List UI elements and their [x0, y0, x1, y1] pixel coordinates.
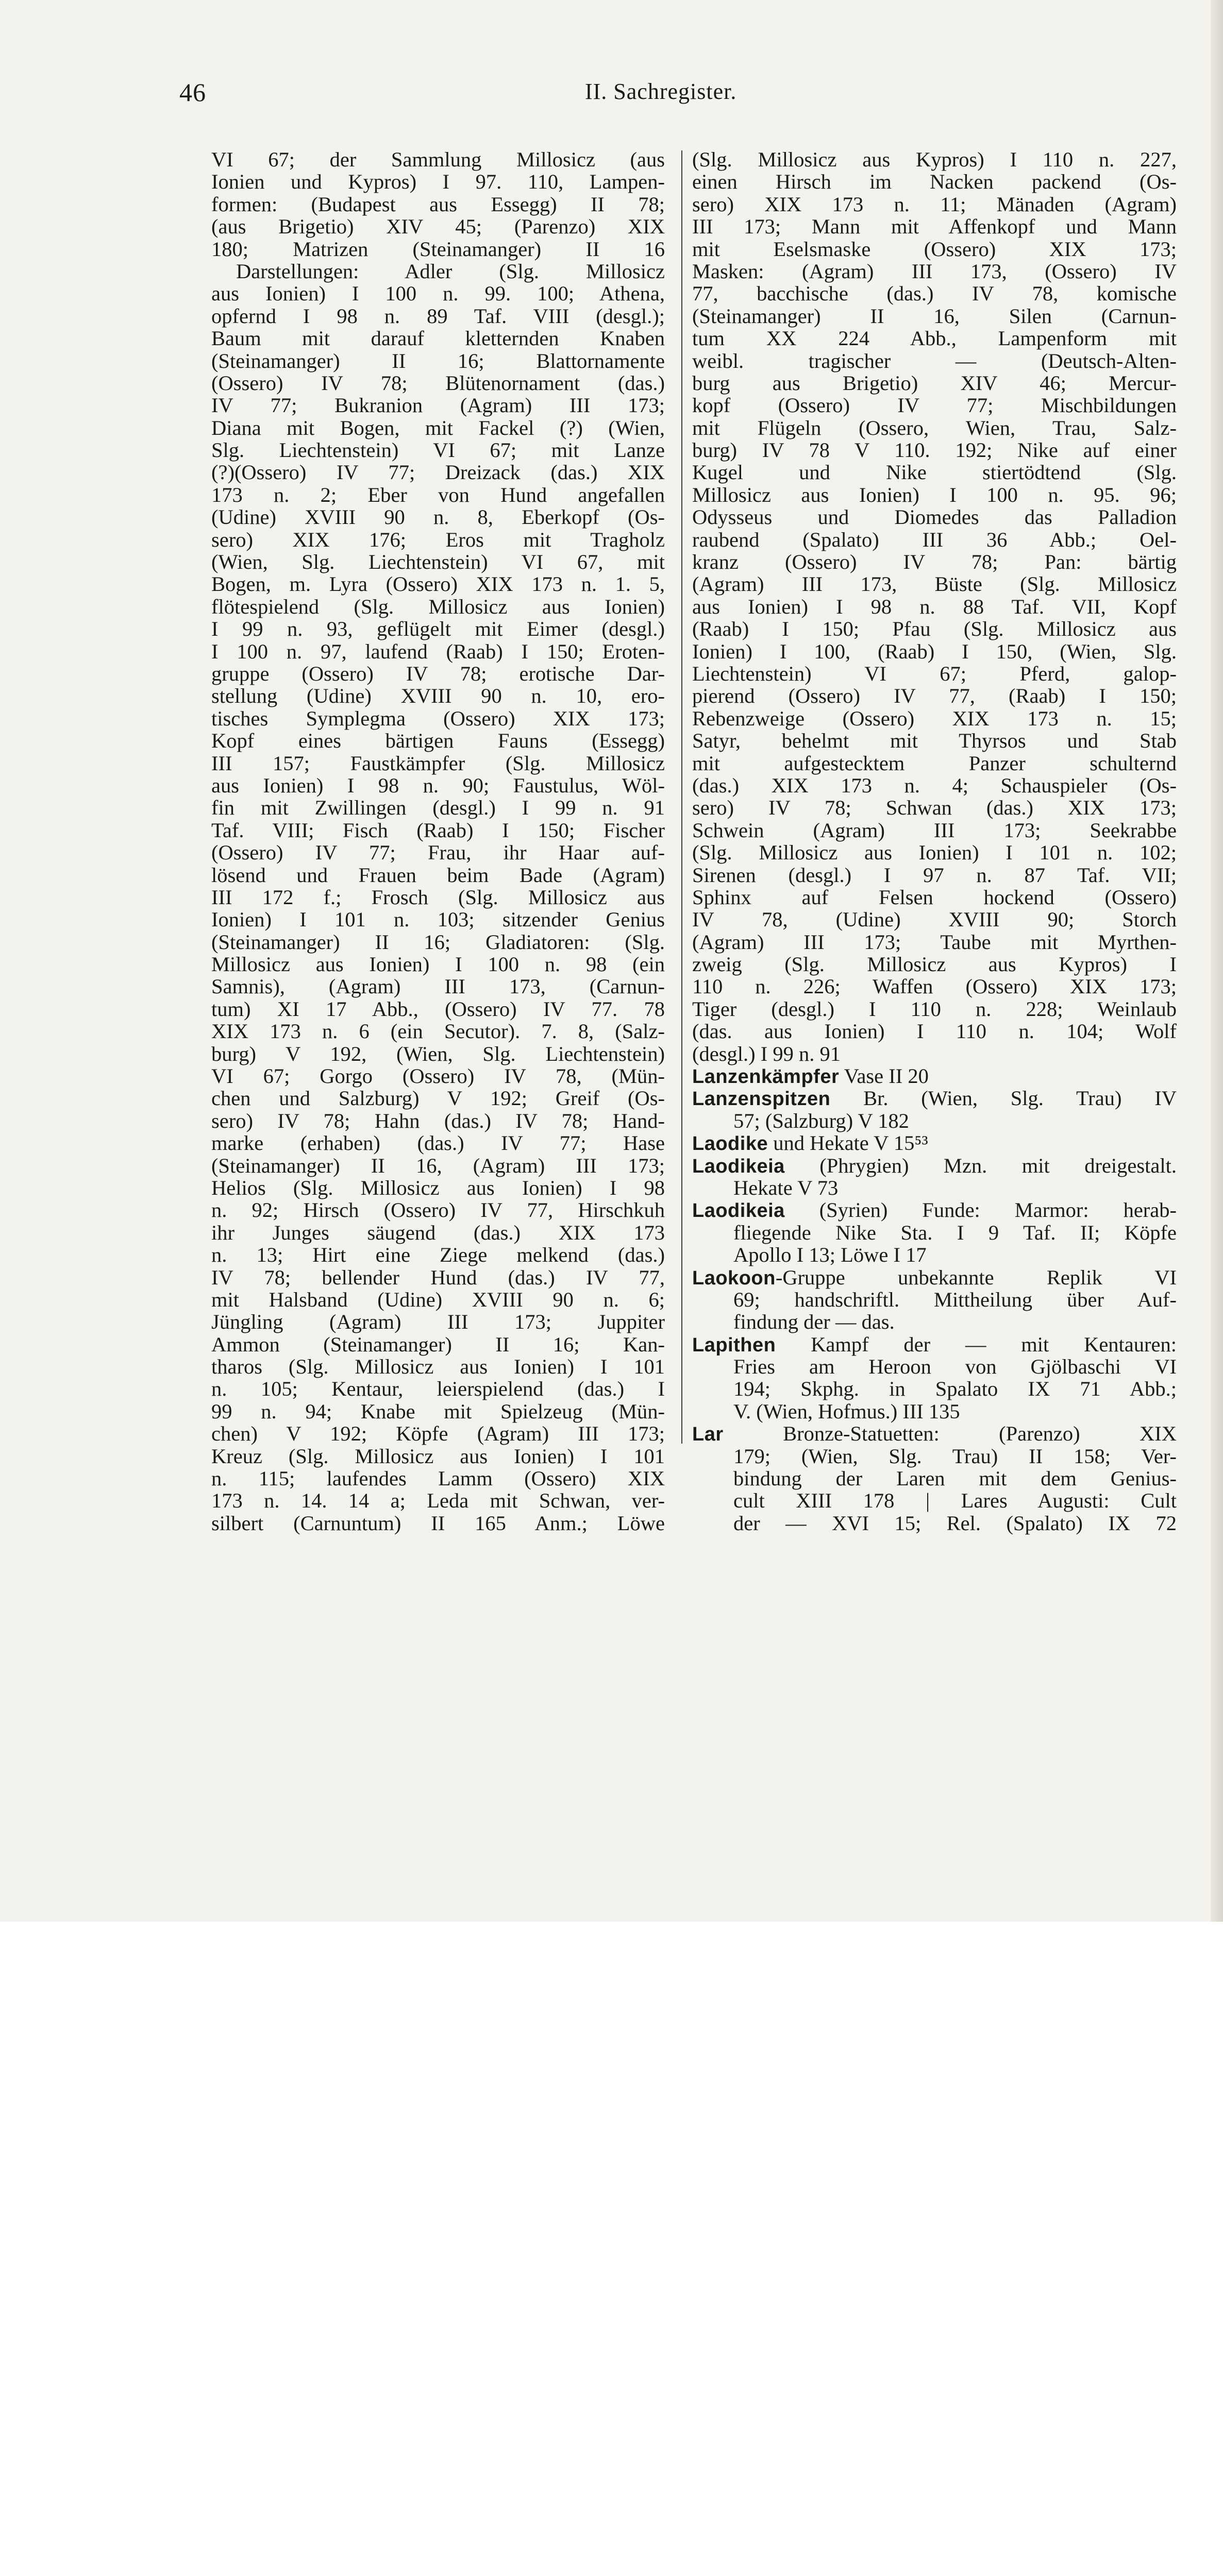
index-line — [692, 439, 1177, 461]
page-header — [0, 77, 1223, 118]
entry-text: mit Eselsmaske (Ossero) XIX 173; — [692, 237, 1177, 261]
index-line: Kreuz (Slg. Millosicz aus Ionien) I 101 — [211, 1444, 665, 1468]
index-line — [692, 796, 1177, 819]
entry-text: Schwein (Agram) III 173; Seekrabbe — [692, 818, 1177, 842]
index-line — [692, 1289, 1177, 1311]
index-line — [692, 819, 1177, 841]
entry-text: Satyr, behelmt mit Thyrsos und Stab — [692, 729, 1177, 753]
index-line: Jüngling (Agram) III 173; Juppiter — [211, 1310, 665, 1334]
index-line: VI 67; der Sammlung Millosicz (aus — [211, 148, 665, 171]
index-line — [692, 730, 1177, 752]
entry-text: Vase II 20 — [839, 1064, 929, 1088]
index-line: (Steinamanger) II 16; Gladiatoren: (Slg. — [211, 930, 665, 954]
index-line: Ionien und Kypros) I 97. 110, Lampen- — [211, 170, 665, 194]
entry-text: Liechtenstein) VI 67; Pferd, galop- — [692, 662, 1177, 685]
index-entry-line — [692, 1065, 1177, 1087]
index-line: aus Ionien) I 98 n. 90; Faustulus, Wöl- — [211, 773, 665, 797]
entry-text: kranz (Ossero) IV 78; Pan: bärtig — [692, 550, 1177, 574]
index-line: gruppe (Ossero) IV 78; erotische Dar- — [211, 662, 665, 685]
index-line: marke (erhaben) (das.) IV 77; Hase — [211, 1131, 665, 1155]
index-line: I 99 n. 93, geflügelt mit Eimer (desgl.) — [211, 617, 665, 641]
index-line: XIX 173 n. 6 (ein Secutor). 7. 8, (Salz- — [211, 1020, 665, 1043]
index-line: 99 n. 94; Knabe mit Spielzeug (Mün- — [211, 1399, 665, 1423]
index-line: Slg. Liechtenstein) VI 67; mit Lanze — [211, 438, 665, 462]
entry-text: einen Hirsch im Nacken packend (Os- — [692, 170, 1177, 194]
index-line — [692, 663, 1177, 685]
index-line: opfernd I 98 n. 89 Taf. VIII (desgl.); — [211, 304, 665, 328]
entry-text: (Slg. Millosicz aus Ionien) I 101 n. 102; — [692, 841, 1177, 865]
entry-text: Masken: (Agram) III 173, (Ossero) IV — [692, 259, 1177, 283]
index-line: burg) V 192, (Wien, Slg. Liechtenstein) — [211, 1042, 665, 1065]
index-line — [692, 573, 1177, 595]
index-line — [692, 1311, 1177, 1333]
index-line: formen: (Budapest aus Essegg) II 78; — [211, 192, 665, 216]
index-line: Taf. VIII; Fisch (Raab) I 150; Fischer — [211, 818, 665, 842]
page-edge-shadow — [1211, 0, 1223, 1922]
column-divider — [681, 150, 682, 1444]
index-line — [692, 975, 1177, 997]
index-line — [692, 618, 1177, 640]
index-line — [692, 1400, 1177, 1422]
index-line: n. 13; Hirt eine Ziege melkend (das.) — [211, 1243, 665, 1267]
page-number: 46 — [179, 78, 206, 107]
index-line — [692, 707, 1177, 730]
entry-text: fliegende Nike Sta. I 9 Taf. II; Köpfe — [733, 1221, 1177, 1244]
entry-text: 110 n. 226; Waffen (Ossero) XIX 173; — [692, 975, 1177, 998]
entry-text: bindung der Laren mit dem Genius- — [733, 1467, 1177, 1490]
digitization-footer — [0, 1922, 1223, 2009]
index-line: tum) XI 17 Abb., (Ossero) IV 77. 78 — [211, 997, 665, 1021]
index-line: stellung (Udine) XVIII 90 n. 10, ero- — [211, 684, 665, 708]
index-entry-line — [692, 1199, 1177, 1221]
index-line: (Ossero) IV 78; Blütenornament (das.) — [211, 371, 665, 395]
index-line: Baum mit darauf kletternden Knaben — [211, 327, 665, 350]
index-line: 180; Matrizen (Steinamanger) II 16 — [211, 237, 665, 261]
index-line — [692, 953, 1177, 975]
entry-text: 194; Skphg. in Spalato IX 71 Abb.; — [733, 1377, 1177, 1401]
entry-lemma: Lar — [692, 1423, 724, 1446]
entry-text: burg) IV 78 V 110. 192; Nike auf einer — [692, 438, 1177, 462]
right-column — [692, 148, 1177, 1534]
entry-text: burg aus Brigetio) XIV 46; Mercur- — [692, 371, 1177, 395]
entry-text: (Syrien) Funde: Marmor: herab- — [784, 1198, 1177, 1222]
entry-text: (Agram) III 173; Taube mit Myrthen- — [692, 930, 1177, 954]
index-line: Darstellungen: Adler (Slg. Millosicz — [236, 259, 665, 283]
index-line: n. 92; Hirsch (Ossero) IV 77, Hirschkuh — [211, 1198, 665, 1222]
entry-text: 179; (Wien, Slg. Trau) II 158; Ver- — [733, 1444, 1177, 1468]
index-line: (Udine) XVIII 90 n. 8, Eberkopf (Os- — [211, 505, 665, 529]
entry-lemma: Lanzenspitzen — [692, 1088, 831, 1110]
entry-text: findung der — das. — [733, 1310, 895, 1334]
index-line — [692, 484, 1177, 506]
entry-lemma: Laodike — [692, 1133, 768, 1155]
index-line: Bogen, m. Lyra (Ossero) XIX 173 n. 1. 5, — [211, 572, 665, 596]
index-line — [692, 1489, 1177, 1512]
index-line — [692, 1467, 1177, 1489]
index-entry-line — [692, 1132, 1177, 1154]
index-line — [692, 193, 1177, 215]
index-line — [692, 260, 1177, 282]
entry-text: sero) IV 78; Schwan (das.) XIX 173; — [692, 796, 1177, 820]
entry-text: Rebenzweige (Ossero) XIX 173 n. 15; — [692, 706, 1177, 730]
index-line: IV 77; Bukranion (Agram) III 173; — [211, 394, 665, 417]
index-line — [692, 551, 1177, 573]
index-line: sero) IV 78; Hahn (das.) IV 78; Hand- — [211, 1109, 665, 1132]
entry-text: (Phrygien) Mzn. mit dreigestalt. — [784, 1154, 1177, 1177]
entry-text: pierend (Ossero) IV 77, (Raab) I 150; — [692, 684, 1177, 708]
entry-text: raubend (Spalato) III 36 Abb.; Oel- — [692, 528, 1177, 551]
index-line: Kopf eines bärtigen Fauns (Essegg) — [211, 729, 665, 753]
index-line — [692, 596, 1177, 618]
entry-text: Ionien) I 100, (Raab) I 150, (Wien, Slg. — [692, 639, 1177, 663]
index-line: 173 n. 14. 14 a; Leda mit Schwan, ver- — [211, 1489, 665, 1513]
index-line: lösend und Frauen beim Bade (Agram) — [211, 863, 665, 887]
entry-text: (Agram) III 173, Büste (Slg. Millosicz — [692, 572, 1177, 596]
entry-text: Sirenen (desgl.) I 97 n. 87 Taf. VII; — [692, 863, 1177, 887]
index-entry-line — [692, 1422, 1177, 1445]
index-line — [692, 238, 1177, 260]
index-line — [692, 931, 1177, 953]
index-line — [692, 998, 1177, 1020]
index-line — [692, 282, 1177, 304]
entry-text: Br. (Wien, Slg. Trau) IV — [830, 1087, 1177, 1110]
entry-text: Apollo I 13; Löwe I 17 — [733, 1243, 927, 1267]
index-line — [692, 305, 1177, 327]
index-line: (aus Brigetio) XIV 45; (Parenzo) XIX — [211, 215, 665, 239]
entry-text: IV 78, (Udine) XVIII 90; Storch — [692, 908, 1177, 931]
index-line — [692, 372, 1177, 394]
index-line: Millosicz aus Ionien) I 100 n. 98 (ein — [211, 953, 665, 976]
index-line: chen) V 192; Köpfe (Agram) III 173; — [211, 1422, 665, 1446]
entry-text: Fries am Heroon von Gjölbaschi VI — [733, 1355, 1177, 1379]
index-line — [692, 461, 1177, 483]
index-line — [692, 841, 1177, 863]
entry-text: Bronze-Statuetten: (Parenzo) XIX — [723, 1422, 1177, 1446]
index-line: (Steinamanger) II 16; Blattornamente — [211, 349, 665, 372]
index-line: (Steinamanger) II 16, (Agram) III 173; — [211, 1154, 665, 1177]
entry-text: aus Ionien) I 98 n. 88 Taf. VII, Kopf — [692, 595, 1177, 618]
entry-text: Tiger (desgl.) I 110 n. 228; Weinlaub — [692, 997, 1177, 1021]
index-line — [692, 774, 1177, 796]
index-line: tisches Symplegma (Ossero) XIX 173; — [211, 706, 665, 730]
index-line — [692, 215, 1177, 238]
entry-text: (Slg. Millosicz aus Kypros) I 110 n. 227, — [692, 148, 1177, 171]
entry-lemma: Laodikeia — [692, 1155, 785, 1177]
entry-text: zweig (Slg. Millosicz aus Kypros) I — [692, 953, 1177, 976]
index-entry-line — [692, 1333, 1177, 1355]
entry-text: Hekate V 73 — [733, 1176, 839, 1199]
index-line: n. 105; Kentaur, leierspielend (das.) I — [211, 1377, 665, 1401]
index-line: (Wien, Slg. Liechtenstein) VI 67, mit — [211, 550, 665, 574]
entry-text: Sphinx auf Felsen hockend (Ossero) — [692, 885, 1177, 909]
index-line — [692, 685, 1177, 707]
index-line: chen und Salzburg) V 192; Greif (Os- — [211, 1087, 665, 1110]
index-line: tharos (Slg. Millosicz aus Ionien) I 101 — [211, 1355, 665, 1379]
entry-text: Kugel und Nike stiertödtend (Slg. — [692, 461, 1177, 484]
index-line — [692, 1244, 1177, 1266]
running-head: II. Sachregister. — [585, 79, 737, 104]
index-line — [692, 171, 1177, 193]
index-line — [692, 529, 1177, 551]
entry-lemma: Lanzenkämpfer — [692, 1066, 840, 1088]
index-line: VI 67; Gorgo (Ossero) IV 78, (Mün- — [211, 1064, 665, 1088]
entry-text: Millosicz aus Ionien) I 100 n. 95. 96; — [692, 483, 1177, 506]
entry-text: III 173; Mann mit Affenkopf und Mann — [692, 215, 1177, 239]
index-line — [692, 886, 1177, 908]
entry-lemma: Lapithen — [692, 1334, 776, 1356]
entry-text: 69; handschriftl. Mittheilung über Auf- — [733, 1287, 1177, 1311]
entry-text: weibl. tragischer — (Deutsch-Alten- — [692, 349, 1177, 372]
index-line — [692, 1512, 1177, 1534]
index-line — [692, 506, 1177, 528]
entry-text: mit aufgestecktem Panzer schulternd — [692, 751, 1177, 775]
index-line — [692, 1043, 1177, 1065]
index-entry-line — [692, 1266, 1177, 1289]
index-line: I 100 n. 97, laufend (Raab) I 150; Eroten- — [211, 639, 665, 663]
index-line: III 172 f.; Frosch (Slg. Millosicz aus — [211, 885, 665, 909]
index-line — [692, 327, 1177, 349]
index-line — [692, 148, 1177, 171]
entry-text: Kampf der — mit Kentauren: — [776, 1332, 1177, 1356]
entry-text: (Raab) I 150; Pfau (Slg. Millosicz aus — [692, 617, 1177, 641]
index-line: Ionien) I 101 n. 103; sitzender Genius — [211, 908, 665, 931]
index-line: ihr Junges säugend (das.) XIX 173 — [211, 1221, 665, 1244]
entry-text: (Steinamanger) II 16, Silen (Carnun- — [692, 304, 1177, 328]
entry-text: und Hekate V 15⁵³ — [768, 1131, 928, 1155]
index-entry-line — [692, 1155, 1177, 1177]
entry-text: (das.) XIX 173 n. 4; Schauspieler (Os- — [692, 773, 1177, 797]
entry-text: Odysseus und Diomedes das Palladion — [692, 505, 1177, 529]
left-column — [211, 148, 665, 1534]
index-line: IV 78; bellender Hund (das.) IV 77, — [211, 1265, 665, 1289]
index-line — [692, 752, 1177, 774]
index-line — [692, 350, 1177, 372]
entry-text: (desgl.) I 99 n. 91 — [692, 1042, 841, 1065]
index-line — [692, 394, 1177, 416]
index-line: flötespielend (Slg. Millosicz aus Ionien) — [211, 595, 665, 618]
entry-lemma: Laokoon — [692, 1267, 776, 1289]
index-line: sero) XIX 176; Eros mit Tragholz — [211, 528, 665, 551]
index-line: fin mit Zwillingen (desgl.) I 99 n. 91 — [211, 796, 665, 820]
index-line: 173 n. 2; Eber von Hund angefallen — [211, 483, 665, 506]
index-line — [692, 1445, 1177, 1467]
entry-text: tum XX 224 Abb., Lampenform mit — [692, 327, 1177, 350]
entry-text: kopf (Ossero) IV 77; Mischbildungen — [692, 394, 1177, 417]
entry-text: mit Flügeln (Ossero, Wien, Trau, Salz- — [692, 416, 1177, 439]
index-line: Ammon (Steinamanger) II 16; Kan- — [211, 1332, 665, 1356]
index-line — [692, 1110, 1177, 1132]
index-line — [692, 864, 1177, 886]
index-line — [692, 1177, 1177, 1199]
index-line — [692, 640, 1177, 663]
index-line — [692, 1222, 1177, 1244]
index-line: aus Ionien) I 100 n. 99. 100; Athena, — [211, 282, 665, 306]
index-line: n. 115; laufendes Lamm (Ossero) XIX — [211, 1467, 665, 1490]
index-line — [692, 1378, 1177, 1400]
index-line: (?)(Ossero) IV 77; Dreizack (das.) XIX — [211, 461, 665, 484]
index-line: (Ossero) IV 77; Frau, ihr Haar auf- — [211, 841, 665, 865]
index-line: Samnis), (Agram) III 173, (Carnun- — [211, 975, 665, 998]
entry-text: (das. aus Ionien) I 110 n. 104; Wolf — [692, 1020, 1177, 1043]
index-entry-line — [692, 1087, 1177, 1109]
entry-text: V. (Wien, Hofmus.) III 135 — [733, 1399, 960, 1423]
index-line: mit Halsband (Udine) XVIII 90 n. 6; — [211, 1287, 665, 1311]
entry-text: der — XVI 15; Rel. (Spalato) IX 72 — [733, 1511, 1177, 1535]
index-line: Helios (Slg. Millosicz aus Ionien) I 98 — [211, 1176, 665, 1199]
index-line: III 157; Faustkämpfer (Slg. Millosicz — [211, 751, 665, 775]
entry-lemma: Laodikeia — [692, 1200, 785, 1222]
entry-text: cult XIII 178 | Lares Augusti: Cult — [733, 1489, 1177, 1513]
entry-text: sero) XIX 173 n. 11; Mänaden (Agram) — [692, 192, 1177, 216]
index-line: Diana mit Bogen, mit Fackel (?) (Wien, — [211, 416, 665, 439]
entry-text: 77, bacchische (das.) IV 78, komische — [692, 282, 1177, 306]
index-line — [692, 908, 1177, 930]
entry-text: -Gruppe unbekannte Replik VI — [775, 1265, 1177, 1289]
index-line: silbert (Carnuntum) II 165 Anm.; Löwe — [211, 1511, 665, 1535]
entry-text: 57; (Salzburg) V 182 — [733, 1109, 909, 1132]
index-line — [692, 1355, 1177, 1378]
index-line — [692, 1020, 1177, 1042]
index-line — [692, 417, 1177, 439]
